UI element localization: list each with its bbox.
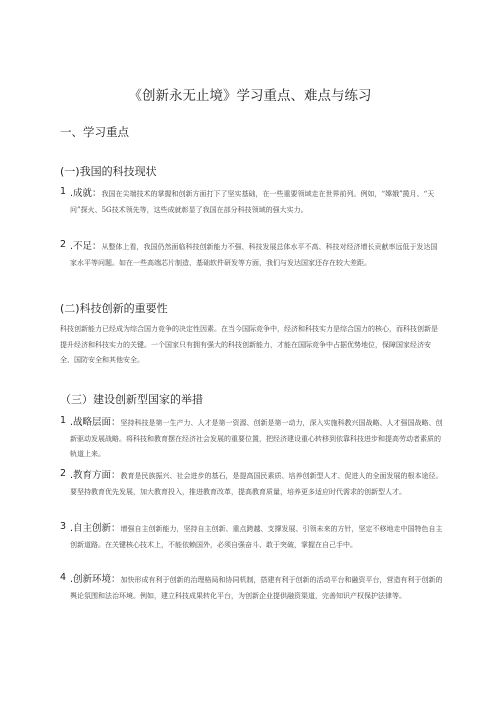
item-text: 加快形成有利于创新的治理格局和协同机制，搭建有利于创新的活动平台和融资平台，营造有利于创新的舆论氛围和法治环境。例如，建立科技成果转化平台，为创新企业提供融资渠道，完善知识产权保护法律等。 <box>70 576 443 600</box>
item-number: 2 <box>60 468 67 479</box>
item-number: 1 <box>60 415 67 426</box>
item-body <box>70 521 444 553</box>
subheading-innovation-importance: (二)科技创新的重要性 <box>60 302 168 315</box>
item-number: 1 <box>60 186 67 197</box>
item-number: 4 <box>60 572 67 583</box>
item-term: .教育方面： <box>70 470 121 481</box>
item-body <box>70 239 444 271</box>
item-text: 教育是民族振兴、社会进步的基石，是提高国民素质、培养创新型人才、促进人的全面发展的根本途径。要坚持教育优先发展，加大教育投入，推进教育改革，提高教育质量，培养更多适应时代需求的创新型人才。 <box>70 472 443 496</box>
item-term: .战略层面： <box>70 417 121 428</box>
item-text: 坚持科技是第一生产力、人才是第一资源、创新是第一动力，深入实施科教兴国战略、人才强国战略、创新驱动发展战略。将科技和教育摆在经济社会发展的重要位置，把经济建设重心转移到依靠科技进步和提高劳动者素质的轨道上来。 <box>70 419 443 458</box>
item-number: 3 <box>60 521 67 532</box>
item-body <box>70 186 444 218</box>
section-heading-study-focus: 一、学习重点 <box>60 125 129 139</box>
subheading-tech-status: (一)我国的科技现状 <box>60 165 157 178</box>
item-number: 2 <box>60 239 67 250</box>
item-body <box>70 572 444 604</box>
item-text: 我国在尖端技术的掌握和创新方面打下了坚实基础，在一些重要领域走在世界前列。例如，“嫦娥”揽月、“天问”探火、5G技术领先等，这些成就彰显了我国在部分科技领域的强大实力。 <box>70 190 435 214</box>
item-body <box>70 468 444 500</box>
document-title: 《创新永无止境》学习重点、难点与练习 <box>128 88 372 104</box>
subheading-innovation-measures: （三）建设创新型国家的举措 <box>60 393 203 406</box>
item-term: .自主创新： <box>70 523 121 534</box>
item-text: 增强自主创新能力，坚持自主创新、重点跨越、支撑发展、引领未来的方针，坚定不移地走中国特色自主创新道路。在关键核心技术上，不能依赖国外，必须自强奋斗、敢于突破，掌握在自己手中。 <box>70 525 443 549</box>
item-text: 从整体上看，我国仍然面临科技创新能力不强、科技发展总体水平不高、科技对经济增长贡献率远低于发达国家水平等问题。如在一些高端芯片制造、基础软件研发等方面，我们与发达国家还存在较大差距。 <box>70 243 438 267</box>
item-body <box>70 415 444 463</box>
item-term: .不足： <box>70 241 102 252</box>
item-term: .成就： <box>70 188 102 199</box>
paragraph-innovation-importance: 科技创新能力已经成为综合国力竞争的决定性因素。在当今国际竞争中，经济和科技实力是综合国力的核心，而科技创新是提升经济和科技实力的关键。一个国家只有拥有强大的科技创新能力，才能在国际竞争中占据优势地位，保障国家经济安全、国防安全和其他安全。 <box>60 325 438 364</box>
item-term: .创新环境： <box>70 574 121 585</box>
